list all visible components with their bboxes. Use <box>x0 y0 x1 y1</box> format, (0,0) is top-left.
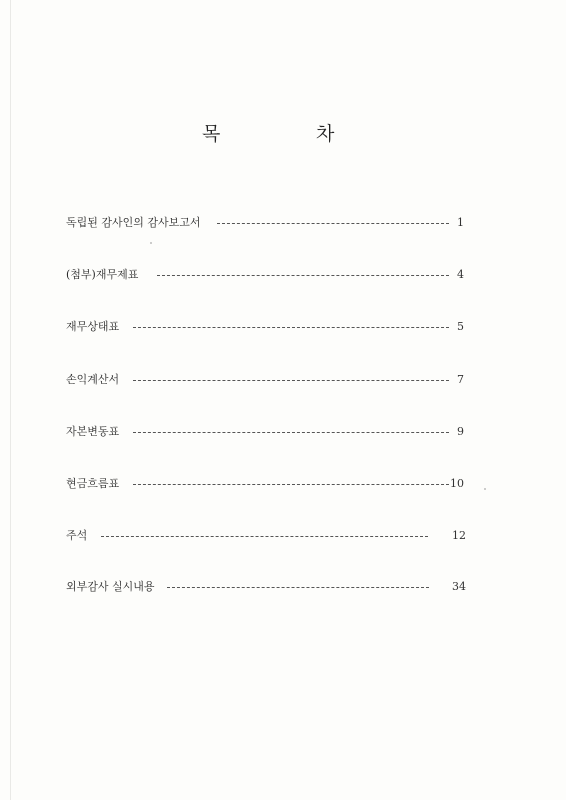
title-char-1: 목 <box>202 123 221 145</box>
toc-entry-financial-statements[interactable] <box>66 266 474 284</box>
toc-label: 주석 <box>66 529 88 542</box>
toc-leader <box>133 327 449 328</box>
toc-page-number: 5 <box>457 320 464 333</box>
toc-label: 독립된 감사인의 감사보고서 <box>66 216 201 229</box>
page-title <box>0 119 566 149</box>
toc-page-number: 34 <box>452 580 466 593</box>
toc-page-number: 1 <box>457 216 464 229</box>
toc-page-number: 4 <box>457 268 464 281</box>
toc-leader <box>133 484 449 485</box>
toc-entry-income-statement[interactable] <box>66 371 474 389</box>
toc-page-number: 9 <box>457 425 464 438</box>
title-char-2: 차 <box>316 123 335 145</box>
toc-label: 현금흐름표 <box>66 477 120 490</box>
toc-leader <box>167 587 429 588</box>
toc-page-number: 12 <box>452 529 466 542</box>
toc-leader <box>133 432 449 433</box>
toc-label: 자본변동표 <box>66 425 120 438</box>
toc-label: 재무상태표 <box>66 320 120 333</box>
toc-label: 외부감사 실시내용 <box>66 580 155 593</box>
toc-page-number: 7 <box>457 373 464 386</box>
toc-leader <box>157 275 449 276</box>
toc-entry-equity-changes[interactable] <box>66 423 474 441</box>
toc-entry-external-audit[interactable] <box>66 578 474 596</box>
toc-entry-notes[interactable] <box>66 527 474 545</box>
toc-entry-auditor-report[interactable] <box>66 214 474 232</box>
toc-leader <box>217 223 449 224</box>
scan-speck <box>150 242 152 244</box>
toc-page-number: 10 <box>450 477 464 490</box>
toc-entry-balance-sheet[interactable] <box>66 318 474 336</box>
toc-label: 손익계산서 <box>66 373 120 386</box>
scan-speck <box>484 488 486 490</box>
toc-leader <box>101 536 428 537</box>
toc-label: (첨부)재무제표 <box>66 268 139 281</box>
toc-entry-cash-flow[interactable] <box>66 475 474 493</box>
toc-leader <box>133 380 449 381</box>
